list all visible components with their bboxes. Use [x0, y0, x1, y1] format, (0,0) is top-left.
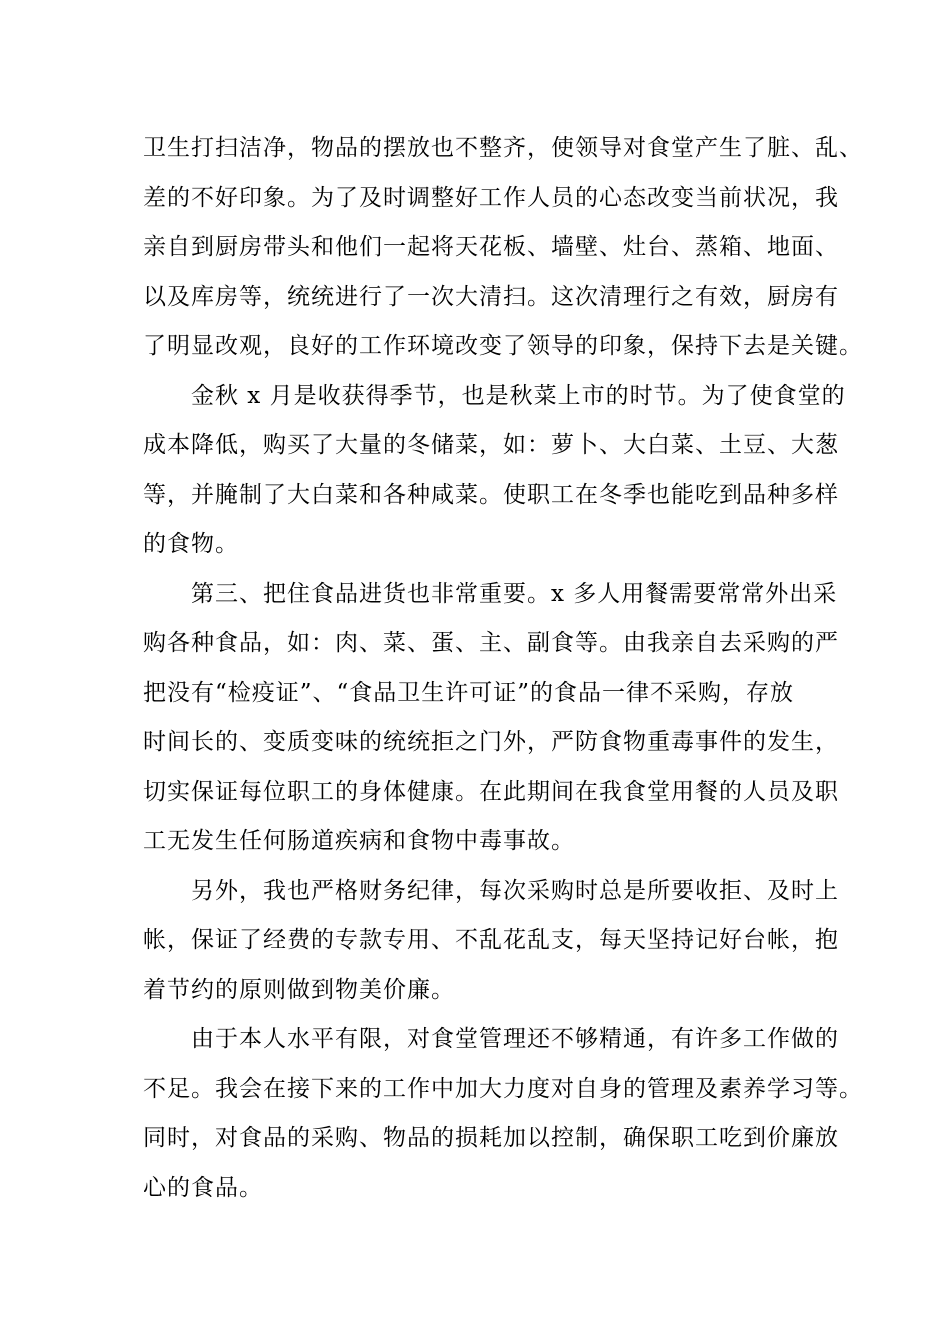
text-line: 以及库房等，统统进行了一次大清扫。这次清理行之有效，厨房有: [143, 283, 839, 310]
document-body: [143, 124, 863, 1213]
paragraph-first-line: 另外，我也严格财务纪律，每次采购时总是所要收拒、及时上: [191, 877, 839, 904]
text-line: 同时，对食品的采购、物品的损耗加以控制，确保职工吃到价廉放: [143, 1125, 839, 1151]
text-line: 差的不好印象。为了及时调整好工作人员的心态改变当前状况，我: [143, 184, 839, 211]
text-line: 时间长的、变质变味的统统拒之门外，严防食物重毒事件的发生，: [143, 729, 839, 755]
paragraph-first-line: 第三、把住食品进货也非常重要。x 多人用餐需要常常外出采: [191, 580, 838, 607]
text-line: 了明显改观，良好的工作环境改变了领导的印象，保持下去是关键。: [143, 333, 863, 359]
text-line: 切实保证每位职工的身体健康。在此期间在我食堂用餐的人员及职: [143, 778, 839, 805]
text-line: 的食物。: [143, 531, 239, 557]
text-line: 卫生打扫洁净，物品的摆放也不整齐，使领导对食堂产生了脏、乱、: [143, 135, 863, 161]
text-line: 心的食品。: [143, 1174, 263, 1201]
text-line: 帐，保证了经费的专款专用、不乱花乱支，每天坚持记好台帐，抱: [143, 927, 839, 953]
text-line: 着节约的原则做到物美价廉。: [143, 976, 455, 1003]
text-line: 工无发生任何肠道疾病和食物中毒事故。: [143, 828, 575, 854]
text-line: 亲自到厨房带头和他们一起将天花板、墙壁、灶台、蒸箱、地面、: [143, 234, 839, 260]
text-line: 等，并腌制了大白菜和各种咸菜。使职工在冬季也能吃到品种多样: [143, 481, 839, 508]
text-line: 不足。我会在接下来的工作中加大力度对自身的管理及素养学习等。: [143, 1075, 863, 1102]
paragraph-first-line: 由于本人水平有限，对食堂管理还不够精通，有许多工作做的: [191, 1026, 839, 1052]
text-line: 成本降低，购买了大量的冬储菜，如：萝卜、大白菜、土豆、大葱: [143, 432, 839, 458]
text-line: 购各种食品，如：肉、菜、蛋、主、副食等。由我亲自去采购的严: [143, 630, 839, 656]
paragraph-first-line: 金秋 x 月是收获得季节，也是秋菜上市的时节。为了使食堂的: [191, 382, 846, 409]
text-line: 把没有“检疫证”、“食品卫生许可证”的食品一律不采购，存放: [143, 679, 795, 706]
